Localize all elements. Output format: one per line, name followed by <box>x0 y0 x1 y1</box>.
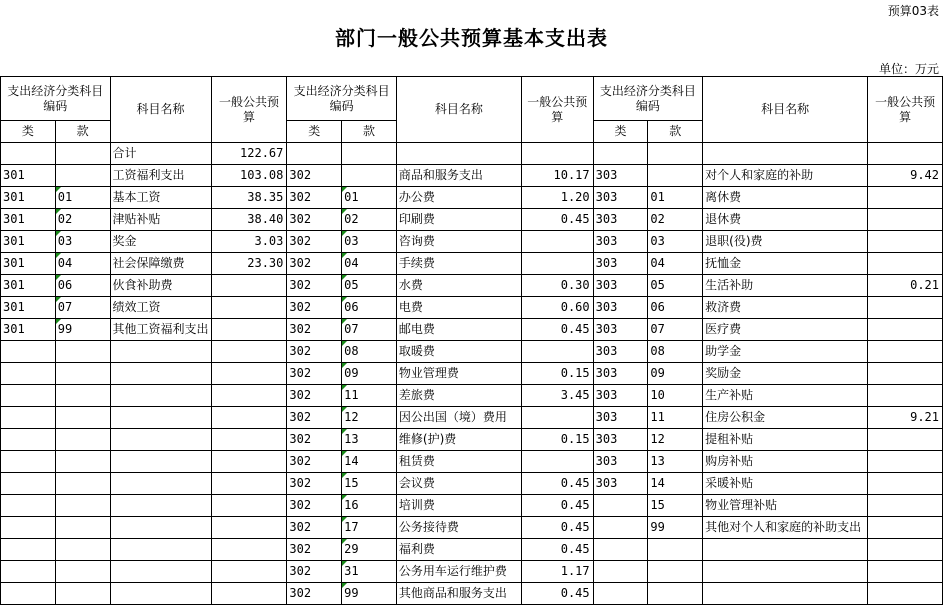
cell-kuan: 13 <box>342 429 397 451</box>
cell-amount <box>868 363 943 385</box>
cell-amount <box>211 561 287 583</box>
cell-lei: 301 <box>1 275 56 297</box>
cell-kuan: 12 <box>342 407 397 429</box>
cell-name <box>110 495 211 517</box>
cell-kuan <box>648 583 703 605</box>
cell-amount <box>868 253 943 275</box>
cell-amount <box>211 385 287 407</box>
header-name: 科目名称 <box>703 77 868 143</box>
cell-amount: 0.45 <box>521 495 593 517</box>
cell-kuan: 10 <box>648 385 703 407</box>
cell-amount <box>868 297 943 319</box>
cell-lei: 303 <box>593 231 648 253</box>
cell-kuan: 03 <box>648 231 703 253</box>
cell-amount <box>521 231 593 253</box>
cell-amount <box>521 451 593 473</box>
cell-amount <box>211 297 287 319</box>
cell-amount: 38.35 <box>211 187 287 209</box>
cell-amount <box>211 275 287 297</box>
cell-kuan: 16 <box>342 495 397 517</box>
cell-kuan: 02 <box>55 209 110 231</box>
cell-name: 退职(役)费 <box>703 231 868 253</box>
header-code-group: 支出经济分类科目编码 <box>287 77 397 121</box>
cell-name: 其他商品和服务支出 <box>396 583 521 605</box>
cell-kuan: 06 <box>342 297 397 319</box>
cell-amount <box>521 407 593 429</box>
header-amount: 一般公共预算 <box>521 77 593 143</box>
cell-kuan <box>55 385 110 407</box>
cell-lei: 301 <box>1 297 56 319</box>
cell-amount: 0.15 <box>521 363 593 385</box>
cell-lei: 302 <box>287 363 342 385</box>
cell-amount <box>868 495 943 517</box>
cell-kuan: 07 <box>55 297 110 319</box>
cell-lei <box>1 583 56 605</box>
cell-lei: 303 <box>593 187 648 209</box>
cell-kuan: 14 <box>342 451 397 473</box>
cell-amount <box>868 429 943 451</box>
cell-amount: 10.17 <box>521 165 593 187</box>
header-lei: 类 <box>593 121 648 143</box>
cell-lei <box>593 561 648 583</box>
cell-kuan: 04 <box>342 253 397 275</box>
cell-name: 医疗费 <box>703 319 868 341</box>
cell-lei <box>1 363 56 385</box>
cell-name: 奖励金 <box>703 363 868 385</box>
cell-kuan <box>648 561 703 583</box>
table-row <box>1 561 943 583</box>
cell-kuan: 01 <box>55 187 110 209</box>
cell-lei: 301 <box>1 253 56 275</box>
header-amount: 一般公共预算 <box>211 77 287 143</box>
cell-amount: 0.45 <box>521 319 593 341</box>
header-row <box>1 77 943 121</box>
cell-kuan <box>55 583 110 605</box>
cell-kuan: 06 <box>55 275 110 297</box>
cell-kuan: 05 <box>342 275 397 297</box>
header-kuan: 款 <box>55 121 110 143</box>
cell-amount: 0.45 <box>521 583 593 605</box>
cell-name: 电费 <box>396 297 521 319</box>
cell-name: 取暖费 <box>396 341 521 363</box>
table-row <box>1 231 943 253</box>
cell-lei <box>1 407 56 429</box>
cell-amount: 0.45 <box>521 517 593 539</box>
table-row <box>1 451 943 473</box>
table-row <box>1 407 943 429</box>
table-row <box>1 341 943 363</box>
cell-amount <box>868 341 943 363</box>
cell-name: 物业管理补贴 <box>703 495 868 517</box>
table-row <box>1 517 943 539</box>
cell-lei <box>1 143 56 165</box>
cell-kuan: 07 <box>648 319 703 341</box>
cell-amount <box>211 429 287 451</box>
cell-kuan <box>55 473 110 495</box>
table-row <box>1 319 943 341</box>
cell-kuan: 11 <box>342 385 397 407</box>
cell-lei: 303 <box>593 297 648 319</box>
cell-amount: 1.20 <box>521 187 593 209</box>
cell-kuan <box>55 341 110 363</box>
cell-amount <box>868 451 943 473</box>
cell-name: 津贴补贴 <box>110 209 211 231</box>
cell-kuan: 06 <box>648 297 703 319</box>
cell-lei <box>1 341 56 363</box>
cell-amount: 1.17 <box>521 561 593 583</box>
cell-amount <box>868 473 943 495</box>
cell-lei: 302 <box>287 231 342 253</box>
cell-amount: 0.21 <box>868 275 943 297</box>
cell-lei: 303 <box>593 165 648 187</box>
cell-amount <box>211 473 287 495</box>
cell-name: 购房补贴 <box>703 451 868 473</box>
table-row <box>1 429 943 451</box>
cell-amount: 23.30 <box>211 253 287 275</box>
cell-name: 差旅费 <box>396 385 521 407</box>
cell-kuan: 99 <box>55 319 110 341</box>
cell-kuan <box>55 165 110 187</box>
cell-name: 合计 <box>110 143 211 165</box>
cell-name <box>110 407 211 429</box>
cell-lei: 301 <box>1 165 56 187</box>
form-number: 预算03表 <box>887 4 939 18</box>
cell-kuan <box>55 561 110 583</box>
cell-amount: 9.21 <box>868 407 943 429</box>
cell-lei: 302 <box>287 451 342 473</box>
cell-kuan: 99 <box>342 583 397 605</box>
cell-lei <box>593 517 648 539</box>
cell-amount <box>521 253 593 275</box>
cell-lei: 302 <box>287 253 342 275</box>
cell-name <box>110 451 211 473</box>
cell-kuan: 09 <box>342 363 397 385</box>
cell-kuan: 04 <box>55 253 110 275</box>
table-row <box>1 187 943 209</box>
table-row <box>1 297 943 319</box>
cell-name: 基本工资 <box>110 187 211 209</box>
cell-kuan: 15 <box>342 473 397 495</box>
cell-lei: 302 <box>287 341 342 363</box>
table-row <box>1 583 943 605</box>
cell-name: 对个人和家庭的补助 <box>703 165 868 187</box>
cell-lei: 302 <box>287 517 342 539</box>
cell-lei: 303 <box>593 407 648 429</box>
cell-name: 福利费 <box>396 539 521 561</box>
cell-lei: 301 <box>1 187 56 209</box>
cell-lei: 303 <box>593 451 648 473</box>
cell-amount <box>868 583 943 605</box>
cell-amount <box>211 495 287 517</box>
cell-lei <box>593 539 648 561</box>
cell-name: 奖金 <box>110 231 211 253</box>
cell-name: 助学金 <box>703 341 868 363</box>
cell-kuan: 12 <box>648 429 703 451</box>
cell-name: 生活补助 <box>703 275 868 297</box>
cell-name <box>396 143 521 165</box>
header-kuan: 款 <box>342 121 397 143</box>
cell-kuan: 03 <box>55 231 110 253</box>
cell-lei <box>1 517 56 539</box>
cell-name: 因公出国（境）费用 <box>396 407 521 429</box>
cell-name <box>110 429 211 451</box>
header-code-group: 支出经济分类科目编码 <box>1 77 111 121</box>
cell-kuan: 09 <box>648 363 703 385</box>
cell-kuan <box>55 407 110 429</box>
cell-lei: 302 <box>287 187 342 209</box>
cell-kuan: 02 <box>648 209 703 231</box>
cell-kuan: 05 <box>648 275 703 297</box>
cell-name: 公务接待费 <box>396 517 521 539</box>
cell-name: 培训费 <box>396 495 521 517</box>
cell-name: 采暖补贴 <box>703 473 868 495</box>
cell-lei: 303 <box>593 363 648 385</box>
cell-lei: 302 <box>287 429 342 451</box>
cell-name: 物业管理费 <box>396 363 521 385</box>
cell-amount <box>868 231 943 253</box>
cell-name <box>110 561 211 583</box>
cell-kuan <box>55 495 110 517</box>
cell-amount <box>211 517 287 539</box>
cell-amount: 0.15 <box>521 429 593 451</box>
cell-amount <box>521 143 593 165</box>
cell-name: 抚恤金 <box>703 253 868 275</box>
table-row <box>1 385 943 407</box>
cell-name: 生产补贴 <box>703 385 868 407</box>
cell-lei: 302 <box>287 385 342 407</box>
cell-lei <box>1 539 56 561</box>
cell-name <box>703 561 868 583</box>
cell-lei: 302 <box>287 297 342 319</box>
cell-amount <box>868 561 943 583</box>
cell-name: 公务用车运行维护费 <box>396 561 521 583</box>
cell-lei: 303 <box>593 275 648 297</box>
header-lei: 类 <box>1 121 56 143</box>
table-row <box>1 143 943 165</box>
cell-lei: 303 <box>593 473 648 495</box>
cell-amount: 0.45 <box>521 473 593 495</box>
table-row <box>1 209 943 231</box>
cell-kuan <box>55 143 110 165</box>
cell-name <box>110 473 211 495</box>
cell-name: 住房公积金 <box>703 407 868 429</box>
cell-lei <box>593 583 648 605</box>
cell-lei <box>1 429 56 451</box>
cell-kuan <box>648 539 703 561</box>
table-row <box>1 473 943 495</box>
cell-kuan: 02 <box>342 209 397 231</box>
cell-name <box>110 341 211 363</box>
cell-name: 维修(护)费 <box>396 429 521 451</box>
cell-kuan: 15 <box>648 495 703 517</box>
cell-name: 提租补贴 <box>703 429 868 451</box>
table-row <box>1 165 943 187</box>
cell-kuan: 11 <box>648 407 703 429</box>
cell-name <box>110 583 211 605</box>
cell-lei: 301 <box>1 209 56 231</box>
cell-lei: 303 <box>593 385 648 407</box>
header-name: 科目名称 <box>110 77 211 143</box>
budget-table <box>0 76 943 605</box>
cell-kuan: 08 <box>648 341 703 363</box>
cell-kuan: 03 <box>342 231 397 253</box>
cell-lei: 303 <box>593 253 648 275</box>
table-row <box>1 363 943 385</box>
cell-kuan: 99 <box>648 517 703 539</box>
cell-lei: 302 <box>287 319 342 341</box>
cell-amount <box>211 407 287 429</box>
cell-amount: 0.45 <box>521 539 593 561</box>
cell-kuan <box>55 429 110 451</box>
cell-name: 手续费 <box>396 253 521 275</box>
cell-amount <box>868 385 943 407</box>
cell-lei: 302 <box>287 495 342 517</box>
cell-amount: 38.40 <box>211 209 287 231</box>
cell-kuan <box>342 143 397 165</box>
cell-amount: 9.42 <box>868 165 943 187</box>
cell-kuan: 13 <box>648 451 703 473</box>
cell-name: 办公费 <box>396 187 521 209</box>
cell-lei: 302 <box>287 165 342 187</box>
cell-kuan <box>55 517 110 539</box>
cell-kuan: 01 <box>648 187 703 209</box>
cell-lei: 303 <box>593 319 648 341</box>
cell-amount <box>211 583 287 605</box>
cell-kuan <box>342 165 397 187</box>
cell-kuan <box>648 165 703 187</box>
cell-kuan: 04 <box>648 253 703 275</box>
table-row <box>1 495 943 517</box>
cell-kuan: 29 <box>342 539 397 561</box>
cell-lei: 301 <box>1 231 56 253</box>
page-title: 部门一般公共预算基本支出表 <box>335 26 608 50</box>
cell-name: 绩效工资 <box>110 297 211 319</box>
cell-amount <box>868 143 943 165</box>
cell-name: 邮电费 <box>396 319 521 341</box>
cell-name: 印刷费 <box>396 209 521 231</box>
cell-lei: 303 <box>593 429 648 451</box>
cell-kuan: 14 <box>648 473 703 495</box>
cell-lei <box>287 143 342 165</box>
cell-lei: 302 <box>287 583 342 605</box>
cell-lei: 302 <box>287 407 342 429</box>
table-row <box>1 253 943 275</box>
cell-amount <box>868 539 943 561</box>
cell-name: 其他工资福利支出 <box>110 319 211 341</box>
header-amount: 一般公共预算 <box>868 77 943 143</box>
cell-lei <box>593 143 648 165</box>
cell-kuan: 17 <box>342 517 397 539</box>
cell-name <box>703 143 868 165</box>
cell-kuan: 01 <box>342 187 397 209</box>
cell-lei <box>593 495 648 517</box>
cell-amount <box>211 363 287 385</box>
cell-amount: 0.45 <box>521 209 593 231</box>
cell-lei: 303 <box>593 341 648 363</box>
cell-name: 伙食补助费 <box>110 275 211 297</box>
cell-lei: 302 <box>287 473 342 495</box>
cell-kuan <box>55 363 110 385</box>
cell-amount <box>211 319 287 341</box>
cell-name <box>110 385 211 407</box>
cell-amount <box>868 209 943 231</box>
cell-name <box>703 539 868 561</box>
cell-name <box>110 363 211 385</box>
cell-name <box>110 539 211 561</box>
cell-amount <box>211 341 287 363</box>
header-lei: 类 <box>287 121 342 143</box>
cell-amount <box>868 319 943 341</box>
unit-label: 单位：万元 <box>878 62 939 76</box>
cell-amount <box>211 539 287 561</box>
cell-amount: 0.60 <box>521 297 593 319</box>
cell-name: 工资福利支出 <box>110 165 211 187</box>
cell-name: 租赁费 <box>396 451 521 473</box>
cell-kuan: 31 <box>342 561 397 583</box>
cell-name: 其他对个人和家庭的补助支出 <box>703 517 868 539</box>
cell-name: 商品和服务支出 <box>396 165 521 187</box>
cell-amount <box>211 451 287 473</box>
cell-name: 救济费 <box>703 297 868 319</box>
cell-name: 水费 <box>396 275 521 297</box>
cell-lei: 302 <box>287 561 342 583</box>
cell-amount <box>868 517 943 539</box>
cell-kuan: 08 <box>342 341 397 363</box>
cell-lei <box>1 451 56 473</box>
cell-amount: 103.08 <box>211 165 287 187</box>
cell-name <box>110 517 211 539</box>
cell-kuan <box>55 539 110 561</box>
cell-lei: 302 <box>287 539 342 561</box>
cell-amount: 3.45 <box>521 385 593 407</box>
cell-lei <box>1 473 56 495</box>
cell-name <box>703 583 868 605</box>
cell-name: 会议费 <box>396 473 521 495</box>
cell-lei <box>1 561 56 583</box>
cell-amount <box>868 187 943 209</box>
header-kuan: 款 <box>648 121 703 143</box>
cell-amount: 0.30 <box>521 275 593 297</box>
cell-lei: 301 <box>1 319 56 341</box>
cell-lei: 302 <box>287 209 342 231</box>
cell-amount: 3.03 <box>211 231 287 253</box>
header-name: 科目名称 <box>396 77 521 143</box>
cell-lei <box>1 495 56 517</box>
cell-kuan <box>55 451 110 473</box>
table-row <box>1 275 943 297</box>
cell-name: 咨询费 <box>396 231 521 253</box>
cell-kuan <box>648 143 703 165</box>
cell-lei <box>1 385 56 407</box>
cell-kuan: 07 <box>342 319 397 341</box>
cell-amount <box>521 341 593 363</box>
table-row <box>1 539 943 561</box>
header-code-group: 支出经济分类科目编码 <box>593 77 703 121</box>
cell-name: 社会保障缴费 <box>110 253 211 275</box>
cell-amount: 122.67 <box>211 143 287 165</box>
cell-lei: 303 <box>593 209 648 231</box>
cell-name: 退休费 <box>703 209 868 231</box>
cell-lei: 302 <box>287 275 342 297</box>
cell-name: 离休费 <box>703 187 868 209</box>
